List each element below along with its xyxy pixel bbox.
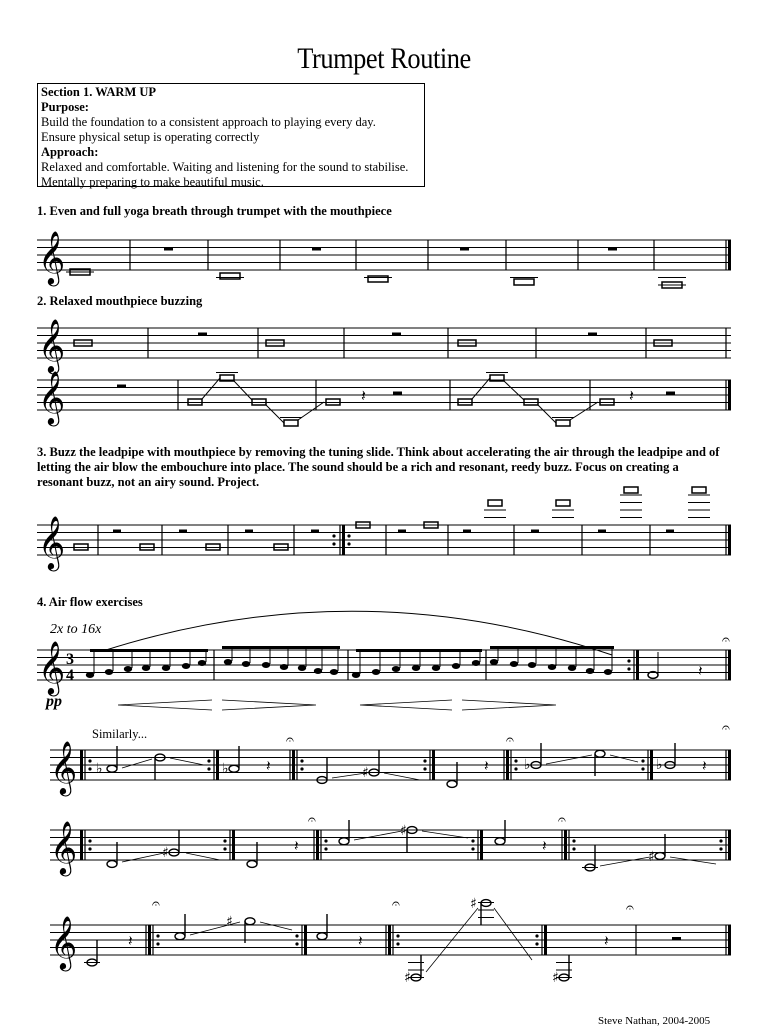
accidentals <box>162 823 655 865</box>
svg-text:♯: ♯ <box>400 823 407 839</box>
section-heading: Section 1. WARM UP <box>41 85 157 99</box>
staff-exercise-4c <box>0 812 768 880</box>
svg-text:♭: ♭ <box>222 761 229 777</box>
staff-exercise-1 <box>0 230 768 300</box>
svg-text:♯: ♯ <box>362 765 369 781</box>
staff-exercise-3 <box>0 500 768 570</box>
glissando-notes <box>188 373 614 427</box>
svg-text:♭: ♭ <box>524 757 531 773</box>
treble-clef-icon: 𝄞 <box>38 318 66 372</box>
svg-text:𝄐: 𝄐 <box>558 812 566 828</box>
svg-text:𝄽: 𝄽 <box>294 837 299 855</box>
treble-clef-icon: 𝄞 <box>50 915 78 969</box>
purpose-label: Purpose: <box>41 100 89 114</box>
fermata-icons <box>152 896 634 916</box>
approach-label: Approach: <box>41 145 99 159</box>
staff-lines <box>37 650 731 680</box>
staff-lines <box>37 380 731 410</box>
svg-text:𝄽: 𝄽 <box>484 757 489 775</box>
time-signature-top: 3 <box>66 651 74 668</box>
staff-lines <box>37 328 731 358</box>
svg-text:𝄐: 𝄐 <box>286 732 294 748</box>
svg-text:♭: ♭ <box>656 757 663 773</box>
exercise-3-heading: 3. Buzz the leadpipe with mouthpiece by removing the tuning slide. Think about accelerating the air through the leadpipe and of letting the air blow the embouchure into place. The sound should be a rich and resonant, reedy buzz. Focus on creating a resonant buzz, not an airy sound. Project. <box>37 445 720 489</box>
svg-text:𝄽: 𝄽 <box>702 757 707 775</box>
treble-clef-icon: 𝄞 <box>38 515 66 569</box>
time-signature-bottom: 4 <box>66 667 74 684</box>
repeat-annotation: 2x to 16x <box>50 622 102 637</box>
treble-clef-icon: 𝄞 <box>38 640 66 694</box>
svg-text:𝄐: 𝄐 <box>392 896 400 912</box>
whole-rest <box>672 937 681 940</box>
treble-clef-icon: 𝄞 <box>50 740 78 794</box>
svg-text:𝄽: 𝄽 <box>604 932 609 950</box>
footer-credit: Steve Nathan, 2004-2005 <box>598 1015 711 1027</box>
exercise-4-heading: 4. Air flow exercises <box>37 595 143 609</box>
approach-line: Relaxed and comfortable. Waiting and listening for the sound to stabilise. <box>41 160 409 174</box>
quarter-rest-icon: 𝄽 <box>361 386 366 405</box>
svg-text:𝄽: 𝄽 <box>542 837 547 855</box>
purpose-line: Build the foundation to a consistent approach to playing every day. <box>41 115 376 129</box>
svg-text:♯: ♯ <box>470 896 477 912</box>
quarter-rest-icon: 𝄽 <box>629 386 634 405</box>
svg-text:𝄐: 𝄐 <box>308 812 316 828</box>
svg-text:♯: ♯ <box>552 970 559 986</box>
fermata-icons <box>286 720 730 748</box>
hairpins <box>118 700 556 710</box>
exercise-1-heading: 1. Even and full yoga breath through trumpet with the mouthpiece <box>37 204 392 218</box>
breve-notes <box>74 487 710 550</box>
breve-notes <box>66 269 686 288</box>
fermata-icons <box>308 812 566 828</box>
svg-text:𝄐: 𝄐 <box>506 732 514 748</box>
treble-clef-icon: 𝄞 <box>38 370 66 424</box>
staff-exercise-2b <box>0 370 768 440</box>
treble-clef-icon: 𝄞 <box>38 230 66 284</box>
svg-text:♯: ♯ <box>226 914 233 930</box>
staff-exercise-2a <box>0 318 768 378</box>
section-info-box <box>37 83 425 187</box>
dynamic-marking: pp <box>46 693 62 710</box>
staff-lines <box>50 750 731 780</box>
staff-lines <box>37 240 731 270</box>
page-title: Trumpet Routine <box>297 42 471 75</box>
approach-line: Mentally preparing to make beautiful music. <box>41 175 264 189</box>
svg-text:𝄽: 𝄽 <box>358 932 363 950</box>
svg-text:♯: ♯ <box>162 845 169 861</box>
treble-clef-icon: 𝄞 <box>50 820 78 874</box>
similarly-annotation: Similarly... <box>92 727 148 741</box>
beamed-eighths <box>86 646 614 678</box>
svg-text:𝄐: 𝄐 <box>722 720 730 736</box>
svg-text:𝄽: 𝄽 <box>266 757 271 775</box>
svg-text:𝄽: 𝄽 <box>128 932 133 950</box>
svg-text:𝄐: 𝄐 <box>152 896 160 912</box>
svg-text:♭: ♭ <box>96 761 103 777</box>
staff-exercise-4a <box>0 600 768 710</box>
quarter-rest-icon: 𝄽 <box>698 662 703 680</box>
purpose-line: Ensure physical setup is operating correctly <box>41 130 260 144</box>
svg-text:𝄐: 𝄐 <box>626 900 634 916</box>
fermata-icon: 𝄐 <box>722 632 730 648</box>
svg-text:♯: ♯ <box>404 970 411 986</box>
staff-exercise-4d <box>0 896 768 1000</box>
exercise-2-heading: 2. Relaxed mouthpiece buzzing <box>37 294 203 308</box>
svg-text:♯: ♯ <box>648 849 655 865</box>
